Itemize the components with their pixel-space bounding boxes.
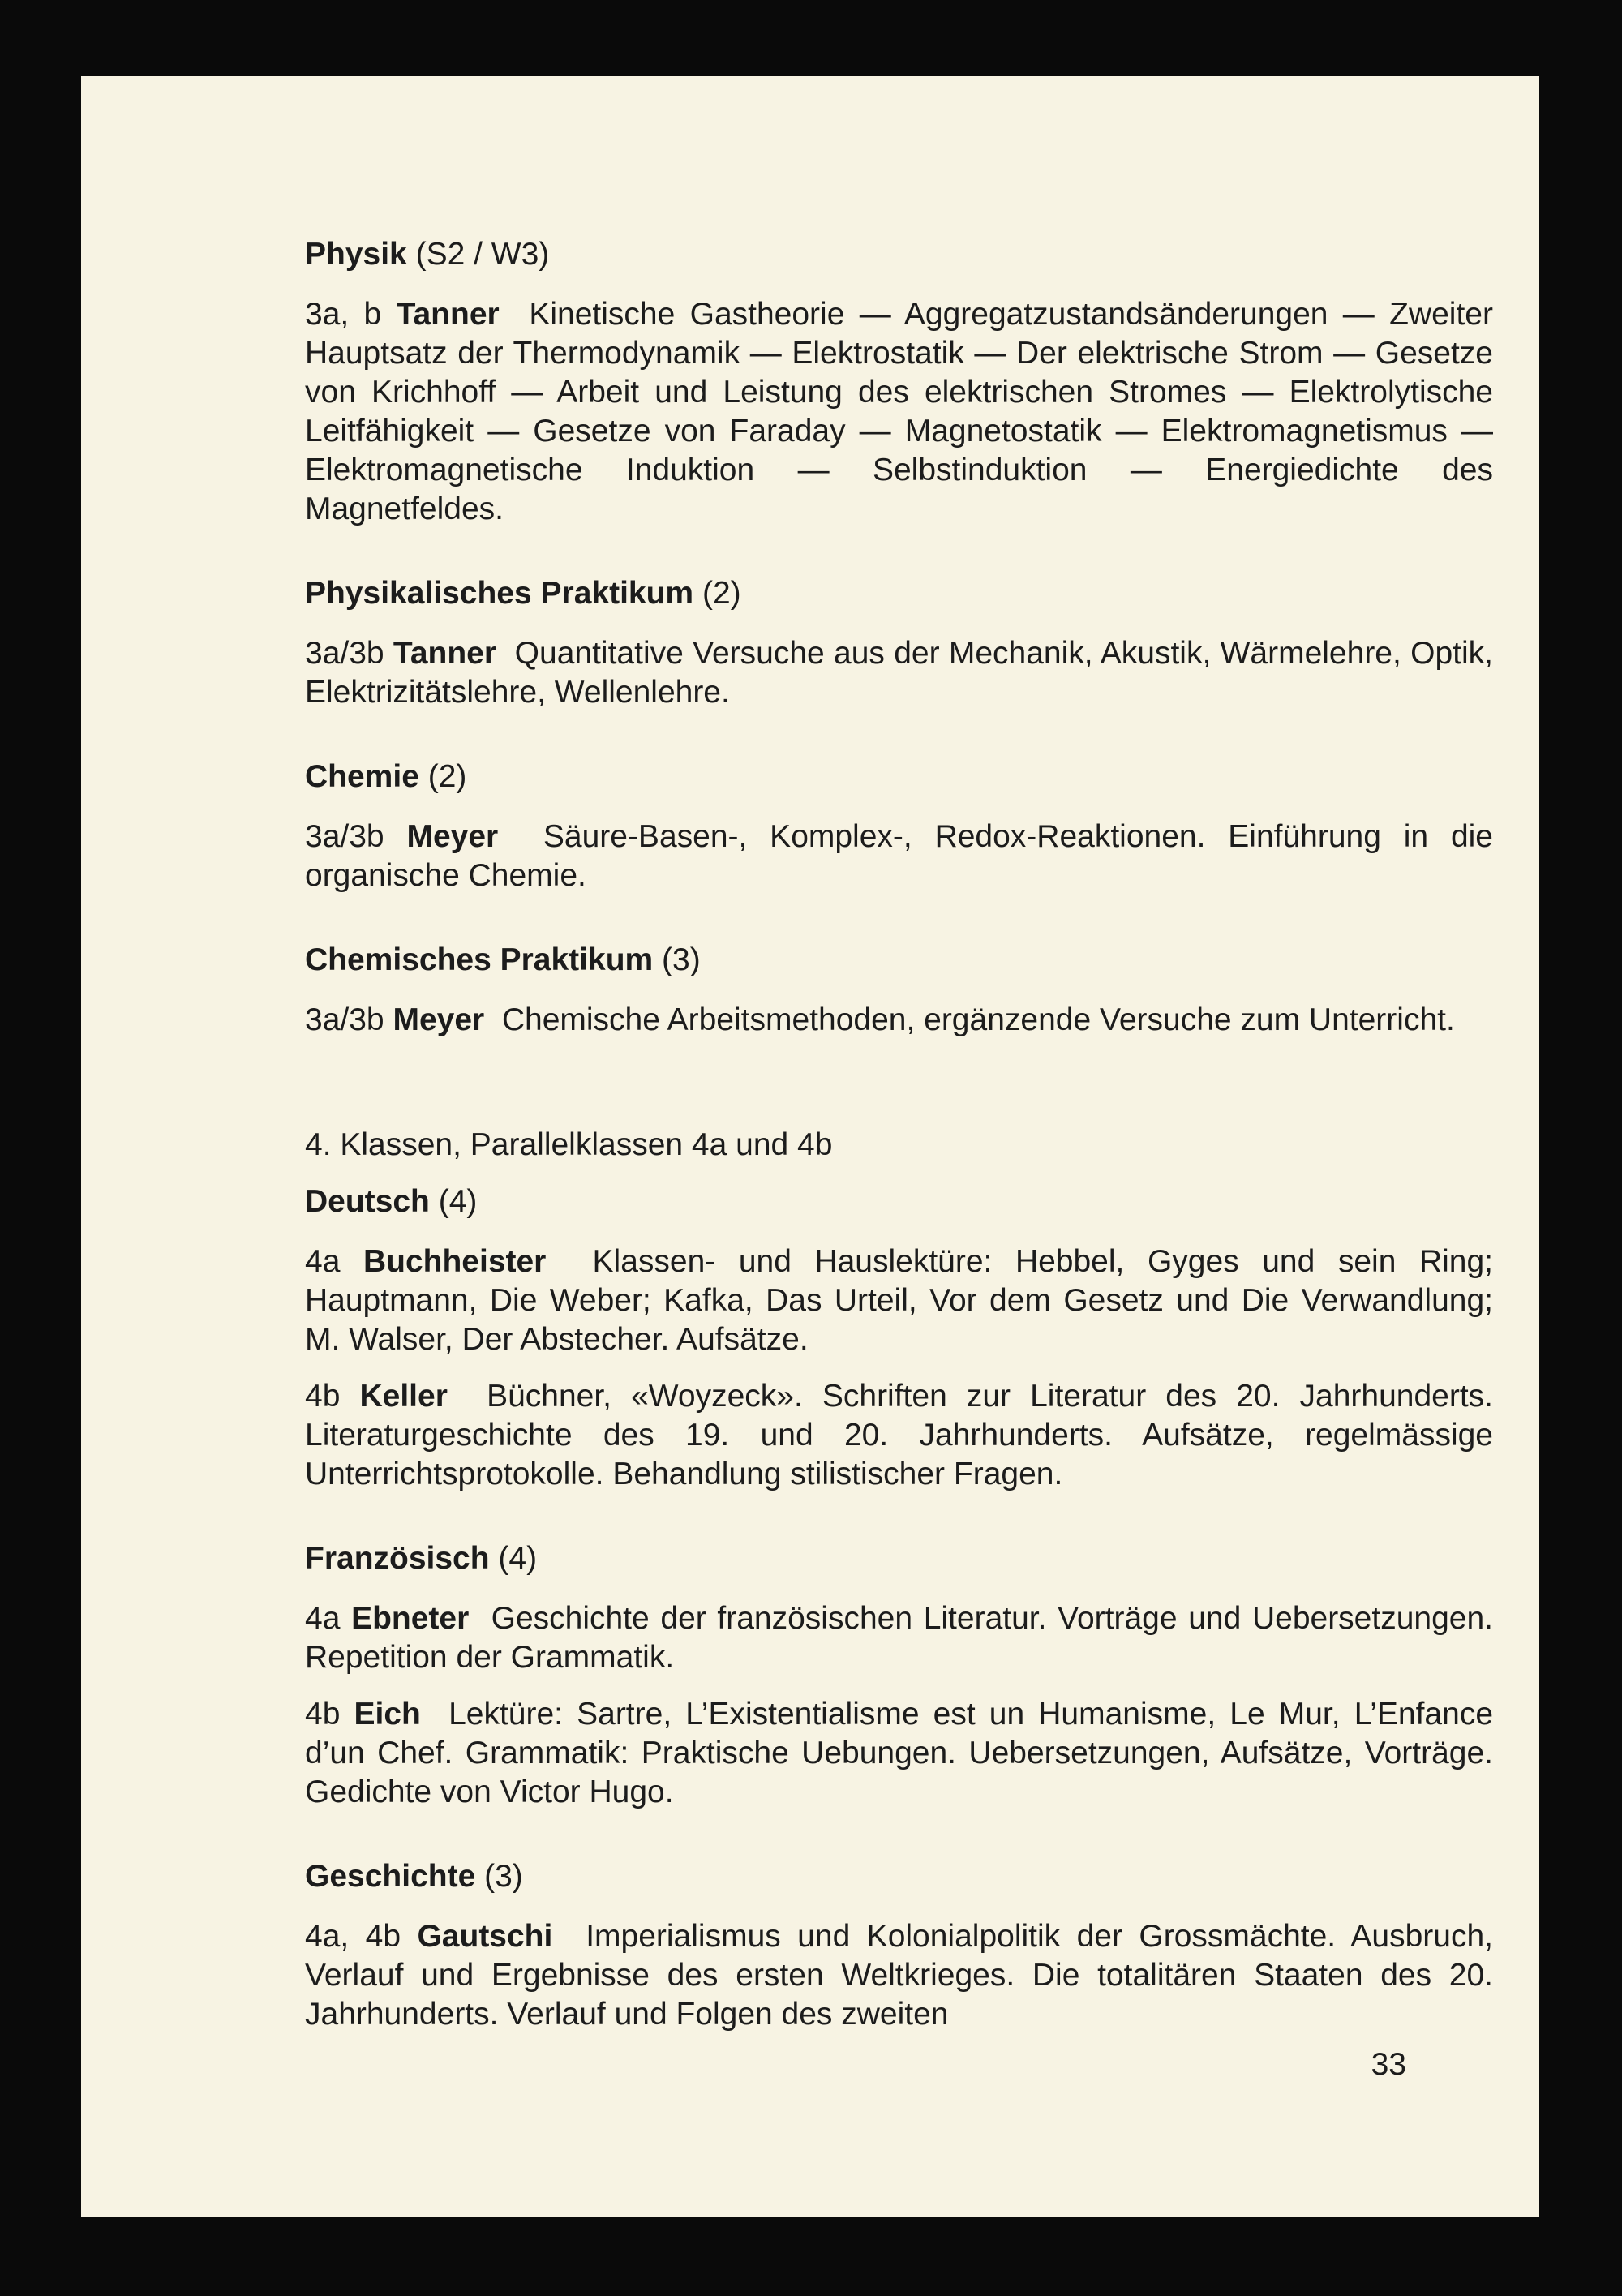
subject-title: Chemisches Praktikum [305,942,654,977]
course-description: Imperialismus und Kolonialpolitik der Grossmächte. Ausbruch, Verlauf und Ergebnisse des ersten Weltkrieges. Die totalitären Staaten des 20. Jahrhunderts. Verlauf und Folgen des zweiten [305,1919,1493,2032]
course-description: Büchner, «Woyzeck». Schriften zur Literatur des 20. Jahrhunderts. Literaturgeschichte des 19. und 20. Jahrhunderts. Aufsätze, regelmässige Unterrichtsprotokolle. Behandlung stilistischer Fragen. [305,1379,1494,1491]
subject-heading [305,1539,1493,1578]
subject-title: Physikalisches Praktikum [305,576,694,611]
class-label: 4b [305,1379,341,1414]
teacher-name: Tanner [396,297,500,332]
subject-title: Chemie [305,759,419,794]
class-label: 4b [305,1697,341,1732]
course-entry [305,634,1493,712]
subject-title: Französisch [305,1541,490,1576]
class-label: 3a/3b [305,1002,384,1037]
subject-heading [305,757,1493,796]
class-label: 3a/3b [305,819,384,854]
course-entry [305,1599,1493,1677]
teacher-name: Buchheister [363,1244,547,1279]
class-label: 3a/3b [305,636,384,671]
course-description: Kinetische Gastheorie — Aggregatzustandsänderungen — Zweiter Hauptsatz der Thermodynamik — Elektrostatik — Der elektrische Strom — Gesetze von Krichhoff — Arbeit und Leistung des elektrischen Stromes — Elektrolytische Leitfähigkeit — Gesetze von Faraday — Magnetostatik — Elektromagnetismus — Elektromagnetische Induktion — Selbstinduktion — Energiedichte des Magnetfeldes. [305,297,1493,526]
course-description: Quantitative Versuche aus der Mechanik, Akustik, Wärmelehre, Optik, Elektrizitätslehre, Wellenlehre. [305,636,1493,710]
subject-meta: (2) [427,759,467,794]
class-label: 3a, b [305,297,382,332]
teacher-name: Ebneter [351,1601,470,1636]
teacher-name: Eich [354,1697,421,1732]
subject-title: Physik [305,237,407,272]
course-entry [305,1242,1493,1359]
teacher-name: Tanner [393,636,497,671]
subject-heading [305,1857,1493,1896]
teacher-name: Keller [359,1379,448,1414]
class-label: 4a, 4b [305,1919,401,1954]
teacher-name: Meyer [406,819,499,854]
subject-title: Geschichte [305,1859,476,1894]
class-group-heading: 4. Klassen, Parallelklassen 4a und 4b [305,1127,833,1162]
course-entry [305,818,1493,895]
page-content [305,235,1493,2034]
subject-heading [305,235,1493,274]
subject-heading [305,574,1493,613]
subject-meta: (4) [498,1541,538,1576]
subject-meta: (3) [662,942,701,977]
course-entry [305,1917,1493,2034]
subject-meta: (3) [484,1859,523,1894]
course-entry [305,295,1493,529]
class-label: 4a [305,1244,341,1279]
subject-meta: (4) [438,1184,478,1219]
subject-heading [305,941,1493,980]
teacher-name: Meyer [393,1002,485,1037]
course-description: Säure-Basen-, Komplex-, Redox-Reaktionen. Einführung in die organische Chemie. [305,819,1493,893]
document-page [81,76,1539,2217]
course-description: Klassen- und Hauslektüre: Hebbel, Gyges und sein Ring; Hauptmann, Die Weber; Kafka, Das Urteil, Vor dem Gesetz und Die Verwandlung; M. Walser, Der Abstecher. Aufsätze. [305,1244,1494,1357]
course-description: Chemische Arbeitsmethoden, ergänzende Versuche zum Unterricht. [501,1002,1455,1037]
course-entry [305,1377,1493,1494]
page-number: 33 [1371,2047,1406,2082]
subject-meta: (2) [702,576,741,611]
teacher-name: Gautschi [417,1919,553,1954]
course-entry [305,1695,1493,1812]
subject-meta: (S2 / W3) [415,237,550,272]
class-label: 4a [305,1601,341,1636]
course-description: Geschichte der französischen Literatur. Vorträge und Uebersetzungen. Repetition der Grammatik. [305,1601,1493,1675]
subject-heading [305,1182,1493,1221]
course-entry [305,1001,1493,1040]
course-description: Lektüre: Sartre, L’Existentialisme est un Humanisme, Le Mur, L’Enfance d’un Chef. Grammatik: Praktische Uebungen. Uebersetzungen, Aufsätze, Vorträge. Gedichte von Victor Hugo. [305,1697,1494,1809]
subject-title: Deutsch [305,1184,430,1219]
